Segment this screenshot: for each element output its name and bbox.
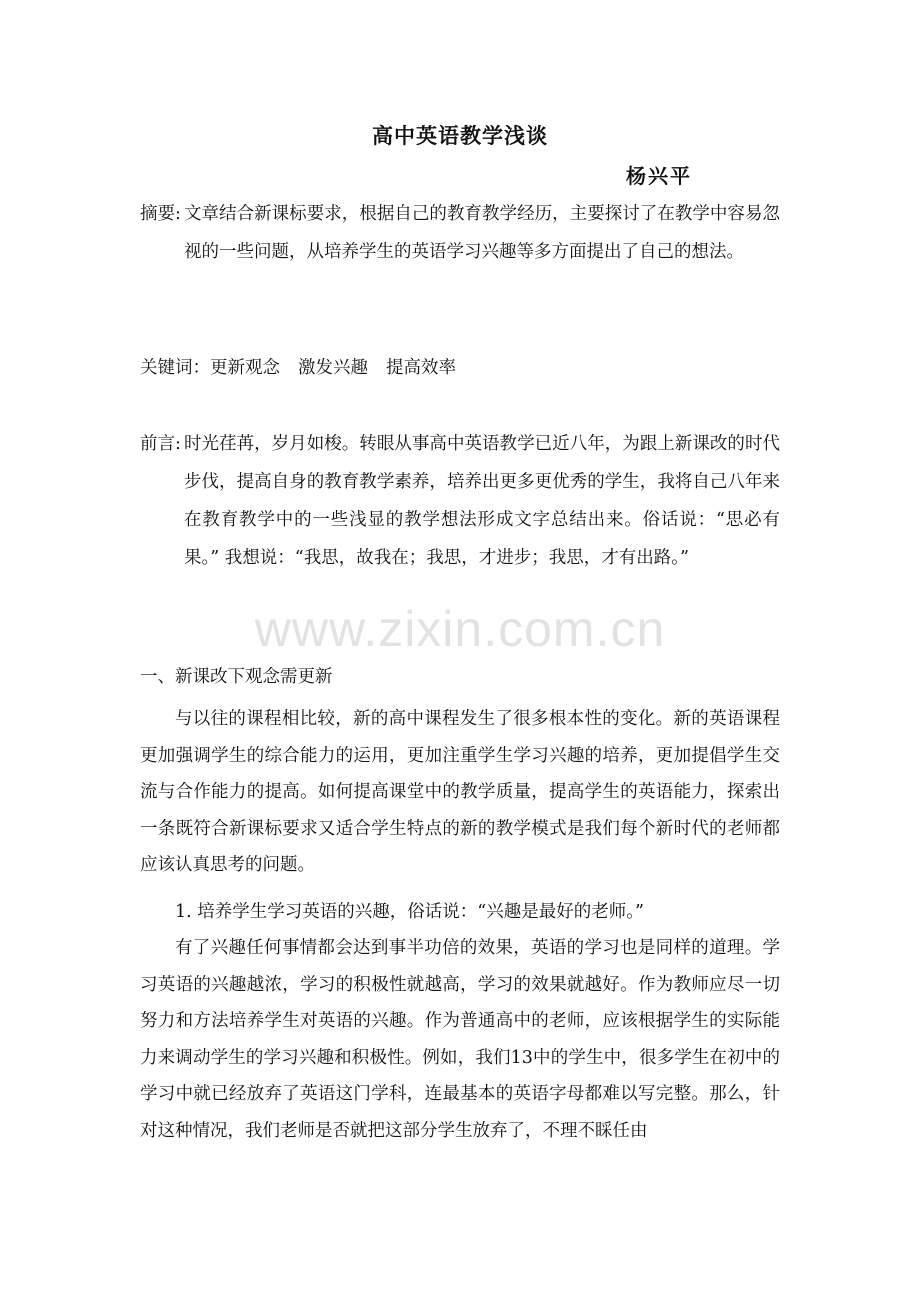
preface-label: 前言:: [140, 434, 181, 454]
keywords-line: [140, 349, 474, 387]
abstract-label: 摘要:: [140, 204, 181, 224]
subsection-paragraph: 有了兴趣任何事情都会达到事半功倍的效果，英语的学习也是同样的道理。学习英语的兴趣越浓，学习的积极性就越高，学习的效果就越好。作为教师应尽一切努力和方法培养学生对英语的兴趣。作为普通高中的老师，应该根据学生的实际能力来调动学生的学习兴趣和积极性。例如，我们13中的学生中，很多学生在初中的学习中就已经放弃了英语这门学科，连最基本的英语字母都难以写完整。那么，针对这种情况，我们老师是否就把这部分学生放弃了，不理不睬任由: [140, 938, 780, 1141]
document-author: 杨兴平: [626, 164, 692, 188]
keyword-item: 激发兴趣: [298, 358, 368, 378]
document-title: 高中英语教学浅谈: [372, 123, 548, 148]
subsection-heading: 1. 培养学生学习英语的兴趣，俗话说：“兴趣是最好的老师。”: [175, 902, 644, 922]
section-paragraph: 与以往的课程相比较，新的高中课程发生了很多根本性的变化。新的英语课程更加强调学生的综合能力的运用，更加注重学生学习兴趣的培养，更加提倡学生交流与合作能力的提高。如何提高课堂中的教学质量，提高学生的英语能力，探索出一条既符合新课标要求又适合学生特点的新的教学模式是我们每个新时代的老师都应该认真思考的问题。: [140, 709, 780, 875]
keyword-item: 提高效率: [386, 358, 456, 378]
abstract-block: [140, 195, 780, 271]
preface-text: 时光荏苒，岁月如梭。转眼从事高中英语教学已近八年，为跟上新课改的时代步伐，提高自身的教育教学素养，培养出更多更优秀的学生，我将自己八年来在教育教学中的一些浅显的教学想法形成文字总结出来。俗话说：“思必有果。” 我想说：“我思，故我在；我思，才进步；我思，才有出路。”: [184, 434, 780, 568]
keywords-label: 关键词：: [140, 358, 210, 378]
abstract-text: 文章结合新课标要求，根据自己的教育教学经历，主要探讨了在教学中容易忽视的一些问题，从培养学生的英语学习兴趣等多方面提出了自己的想法。: [184, 204, 780, 262]
section-heading: 一、新课改下观念需更新: [140, 667, 333, 687]
preface-block: [140, 425, 780, 577]
watermark: www.zixin.com.cn: [254, 601, 666, 657]
keyword-item: 更新观念: [210, 358, 280, 378]
